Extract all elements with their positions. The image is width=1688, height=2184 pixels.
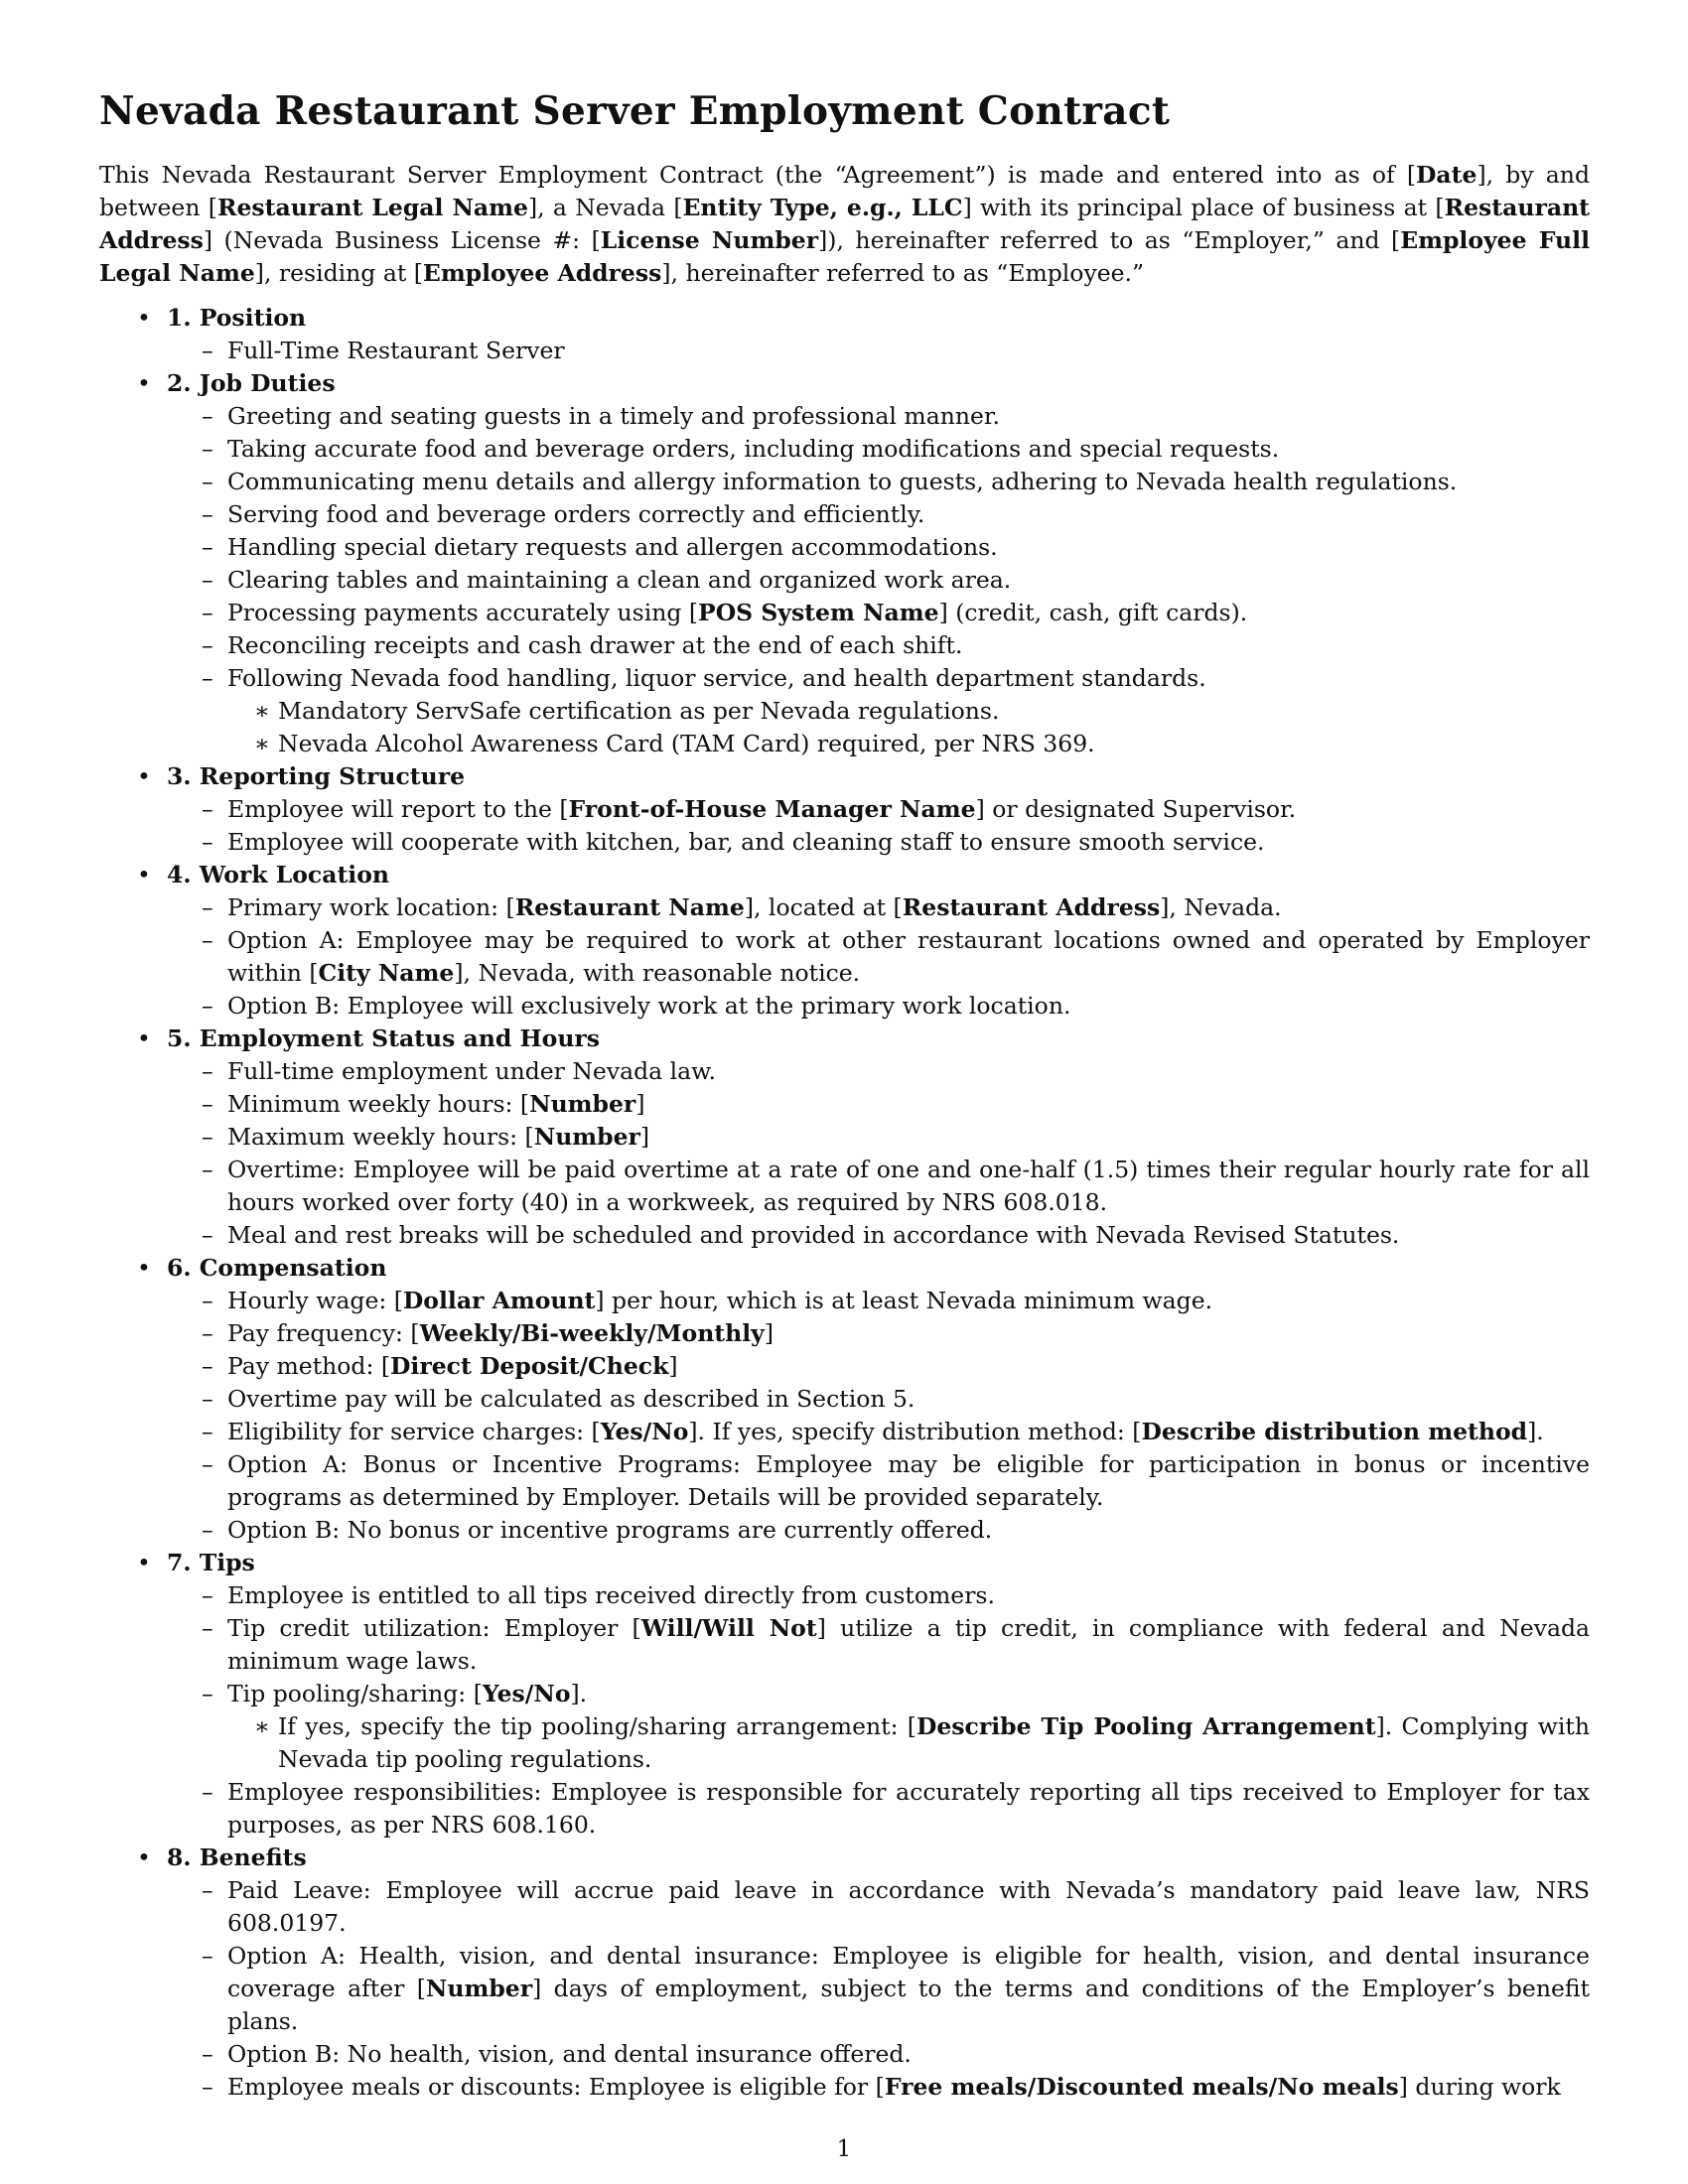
section-title: • 1. Position [167, 304, 307, 332]
list-item-text [227, 1678, 1590, 1710]
sub-list-item [227, 1710, 1590, 1776]
section-6 [99, 1252, 1590, 1547]
text-run: ], by and between [ [99, 161, 1590, 221]
section-item-list [167, 891, 1590, 1023]
list-item-text [227, 1940, 1590, 2038]
text-run: ]), hereinafter referred to as “Employer,” and [ [818, 226, 1401, 254]
text-run: ], Nevada, with reasonable notice. [454, 959, 861, 987]
list-item-text [227, 793, 1590, 826]
section-item-list [167, 793, 1590, 859]
list-item-text [227, 1776, 1590, 1842]
document-page [99, 85, 1590, 2104]
text-run: Option A: Health, vision, and dental insurance: Employee is eligible for health, vision, and dental insurance coverage after [ [227, 1942, 1590, 2002]
list-item [167, 662, 1590, 760]
section-item-list [167, 400, 1590, 760]
list-item-text [227, 1219, 1590, 1252]
section-item-list [167, 335, 1590, 367]
list-item [167, 1579, 1590, 1612]
text-run: Mandatory ServSafe certification as per Nevada regulations. [278, 697, 1000, 725]
placeholder-field: Will/Will Not [640, 1614, 817, 1642]
list-item-text [227, 662, 1590, 695]
list-item-text [227, 990, 1590, 1023]
text-run: Employee meals or discounts: Employee is eligible for [ [227, 2073, 885, 2101]
list-item-text [227, 1383, 1590, 1416]
list-item-text [227, 1285, 1590, 1317]
list-item [167, 1154, 1590, 1219]
placeholder-field: Restaurant Legal Name [216, 194, 528, 221]
list-item [167, 1416, 1590, 1448]
text-run: ], hereinafter referred to as “Employee.” [661, 259, 1145, 287]
list-item-text [227, 1055, 1590, 1088]
placeholder-field: Yes/No [482, 1680, 571, 1707]
section-title: • 6. Compensation [167, 1254, 387, 1282]
text-run: If yes, specify the tip pooling/sharing arrangement: [ [278, 1712, 916, 1740]
placeholder-field: Entity Type, e.g., LLC [682, 194, 963, 221]
placeholder-field: City Name [318, 959, 455, 987]
text-run: Meal and rest breaks will be scheduled and provided in accordance with Nevada Revised Statutes. [227, 1221, 1400, 1249]
text-run: Eligibility for service charges: [ [227, 1418, 601, 1445]
text-run: Tip credit utilization: Employer [ [227, 1614, 641, 1642]
list-item-text [227, 1416, 1590, 1448]
list-item-text [227, 466, 1590, 498]
list-item-text [227, 1154, 1590, 1219]
list-item-text [227, 1612, 1590, 1678]
list-item-text [227, 597, 1590, 629]
placeholder-field: Direct Deposit/Check [390, 1352, 669, 1380]
list-item-text [227, 1448, 1590, 1514]
text-run: Option B: Employee will exclusively work at the primary work location. [227, 992, 1071, 1020]
text-run: ], located at [ [744, 893, 903, 921]
list-item [167, 466, 1590, 498]
list-item-text [227, 433, 1590, 466]
placeholder-field: Restaurant Name [514, 893, 745, 921]
text-run: ] utilize a tip credit, in compliance with federal and Nevada minimum wage laws. [227, 1614, 1591, 1675]
placeholder-field: Free meals/Discounted meals/No meals [884, 2073, 1399, 2101]
text-run: Clearing tables and maintaining a clean and organized work area. [227, 566, 1012, 594]
placeholder-field: Yes/No [600, 1418, 689, 1445]
text-run: Full-Time Restaurant Server [227, 337, 565, 364]
text-run: Following Nevada food handling, liquor service, and health department standards. [227, 664, 1206, 692]
list-item [167, 2038, 1590, 2071]
list-item [167, 564, 1590, 597]
section-2 [99, 367, 1590, 760]
list-item-text [227, 2038, 1590, 2071]
section-1 [99, 302, 1590, 367]
text-run: Option B: No health, vision, and dental insurance offered. [227, 2040, 912, 2068]
list-item [167, 1383, 1590, 1416]
list-item [167, 2071, 1590, 2104]
sub-item-list [227, 1710, 1590, 1776]
text-run: Serving food and beverage orders correctly and efficiently. [227, 500, 925, 528]
list-item-text [227, 564, 1590, 597]
text-run: ]. [1527, 1418, 1544, 1445]
list-item [167, 629, 1590, 662]
text-run: ] (credit, cash, gift cards). [938, 599, 1248, 626]
text-run: Reconciling receipts and cash drawer at the end of each shift. [227, 631, 963, 659]
list-item [167, 1514, 1590, 1547]
placeholder-field: Describe distribution method [1141, 1418, 1528, 1445]
placeholder-field: Restaurant Address [99, 194, 1591, 254]
list-item [167, 1776, 1590, 1842]
section-list [99, 302, 1590, 2104]
section-5 [99, 1023, 1590, 1252]
list-item [167, 924, 1590, 990]
intro-paragraph [99, 159, 1590, 290]
text-run: Option A: Employee may be required to work at other restaurant locations owned and operated by Employer within [ [227, 926, 1590, 987]
list-item [167, 1678, 1590, 1776]
placeholder-field: License Number [600, 226, 819, 254]
list-item [167, 335, 1590, 367]
text-run: ], residing at [ [254, 259, 423, 287]
text-run: ]. If yes, specify distribution method: [ [688, 1418, 1142, 1445]
text-run: Employee will report to the [ [227, 795, 569, 823]
section-title: • 3. Reporting Structure [167, 762, 466, 790]
list-item-text [227, 1121, 1590, 1154]
text-run: Tip pooling/sharing: [ [227, 1680, 483, 1707]
list-item [167, 891, 1590, 924]
text-run: Option B: No bonus or incentive programs are currently offered. [227, 1516, 993, 1544]
placeholder-field: POS System Name [698, 599, 939, 626]
text-run: ] [764, 1319, 774, 1347]
list-item [167, 1350, 1590, 1383]
list-item-text [227, 335, 1590, 367]
text-run: Employee will cooperate with kitchen, bar, and cleaning staff to ensure smooth service. [227, 828, 1265, 856]
list-item [167, 1940, 1590, 2038]
list-item [167, 1317, 1590, 1350]
section-title: • 8. Benefits [167, 1843, 307, 1871]
list-item [167, 1088, 1590, 1121]
list-item-text [227, 1514, 1590, 1547]
text-run: ] or designated Supervisor. [975, 795, 1297, 823]
list-item [167, 531, 1590, 564]
list-item [167, 1055, 1590, 1088]
text-run: Communicating menu details and allergy information to guests, adhering to Nevada health regulations. [227, 468, 1458, 495]
list-item [167, 1285, 1590, 1317]
section-item-list [167, 1579, 1590, 1842]
section-title: • 4. Work Location [167, 861, 389, 888]
list-item-text [227, 924, 1590, 990]
list-item [167, 433, 1590, 466]
section-title: • 5. Employment Status and Hours [167, 1024, 601, 1052]
text-run: Pay method: [ [227, 1352, 391, 1380]
section-3 [99, 760, 1590, 859]
section-8 [99, 1842, 1590, 2104]
text-run: Hourly wage: [ [227, 1287, 403, 1314]
text-run: Overtime pay will be calculated as described in Section 5. [227, 1385, 915, 1413]
section-item-list [167, 1874, 1590, 2104]
text-run: Minimum weekly hours: [ [227, 1090, 530, 1118]
list-item-text [227, 2071, 1590, 2104]
text-run: ], a Nevada [ [527, 194, 683, 221]
list-item-text [227, 826, 1590, 859]
text-run: This Nevada Restaurant Server Employment Contract (the “Agreement”) is made and entered into as of [ [99, 161, 1417, 189]
text-run: Employee responsibilities: Employee is responsible for accurately reporting all tips received to Employer for tax purposes, as per NRS 608.160. [227, 1778, 1590, 1839]
text-run: Nevada Alcohol Awareness Card (TAM Card) required, per NRS 369. [278, 730, 1095, 757]
text-run: ], Nevada. [1160, 893, 1282, 921]
placeholder-field: Weekly/Bi-weekly/Monthly [419, 1319, 765, 1347]
list-item-text [227, 531, 1590, 564]
list-item [167, 1219, 1590, 1252]
list-item [167, 1612, 1590, 1678]
section-7 [99, 1547, 1590, 1842]
list-item [167, 793, 1590, 826]
text-run: Paid Leave: Employee will accrue paid leave in accordance with Nevada’s mandatory paid leave law, NRS 608.0197. [227, 1876, 1590, 1937]
text-run: ] with its principal place of business at [ [962, 194, 1445, 221]
list-item-text [227, 1088, 1590, 1121]
placeholder-field: Number [529, 1090, 636, 1118]
text-run: Maximum weekly hours: [ [227, 1123, 534, 1151]
list-item-text [227, 400, 1590, 433]
list-item [167, 498, 1590, 531]
text-run: Option A: Bonus or Incentive Programs: Employee may be eligible for participation in bonus or incentive programs as determined by Employer. Details will be provided separately. [227, 1450, 1590, 1511]
sub-item-list [227, 695, 1590, 760]
text-run: Pay frequency: [ [227, 1319, 420, 1347]
list-item [167, 826, 1590, 859]
text-run: ]. [570, 1680, 588, 1707]
text-run: ] (Nevada Business License #: [ [203, 226, 601, 254]
document-title: Nevada Restaurant Server Employment Contract [99, 88, 1171, 134]
list-item [167, 597, 1590, 629]
section-item-list [167, 1055, 1590, 1252]
sub-list-item [227, 728, 1590, 760]
list-item [167, 1448, 1590, 1514]
list-item-text [227, 629, 1590, 662]
text-run: Employee is entitled to all tips received directly from customers. [227, 1581, 995, 1609]
text-run: Handling special dietary requests and allergen accommodations. [227, 533, 998, 561]
list-item [167, 400, 1590, 433]
list-item [167, 1874, 1590, 1940]
placeholder-field: Number [425, 1975, 533, 2002]
placeholder-field: Date [1416, 161, 1477, 189]
sub-list-item [227, 695, 1590, 728]
text-run: ] days of employment, subject to the terms and conditions of the Employer’s benefit plans. [227, 1975, 1591, 2035]
section-4 [99, 859, 1590, 1023]
text-run: Taking accurate food and beverage orders, including modifications and special requests. [227, 435, 1280, 463]
placeholder-field: Dollar Amount [402, 1287, 596, 1314]
text-run: Full-time employment under Nevada law. [227, 1057, 716, 1085]
list-item [167, 990, 1590, 1023]
text-run: Primary work location: [ [227, 893, 515, 921]
section-title: • 2. Job Duties [167, 369, 336, 397]
text-run: ] [639, 1123, 650, 1151]
placeholder-field: Front-of-House Manager Name [568, 795, 976, 823]
section-title: • 7. Tips [167, 1549, 255, 1576]
text-run: ] per hour, which is at least Nevada minimum wage. [595, 1287, 1213, 1314]
page-number: 1 [836, 2136, 852, 2162]
placeholder-field: Number [533, 1123, 640, 1151]
placeholder-field: Employee Full Legal Name [99, 226, 1590, 287]
list-item-text [227, 1874, 1590, 1940]
text-run: Overtime: Employee will be paid overtime at a rate of one and one-half (1.5) times their regular hourly rate for all hours worked over forty (40) in a workweek, as required by NRS 608.018. [227, 1156, 1590, 1216]
placeholder-field: Restaurant Address [902, 893, 1161, 921]
text-run: ] [668, 1352, 678, 1380]
list-item-text [227, 1350, 1590, 1383]
text-run: ] during work [1398, 2073, 1561, 2101]
list-item-text [227, 891, 1590, 924]
placeholder-field: Describe Tip Pooling Arrangement [915, 1712, 1376, 1740]
list-item-text [227, 1317, 1590, 1350]
text-run: Processing payments accurately using [ [227, 599, 699, 626]
text-run: ] [635, 1090, 645, 1118]
list-item-text [227, 498, 1590, 531]
placeholder-field: Employee Address [422, 259, 662, 287]
text-run: Greeting and seating guests in a timely and professional manner. [227, 402, 1001, 430]
list-item-text [227, 1579, 1590, 1612]
list-item [167, 1121, 1590, 1154]
section-item-list [167, 1285, 1590, 1547]
text-run: ]. Complying with Nevada tip pooling regulations. [278, 1712, 1590, 1773]
